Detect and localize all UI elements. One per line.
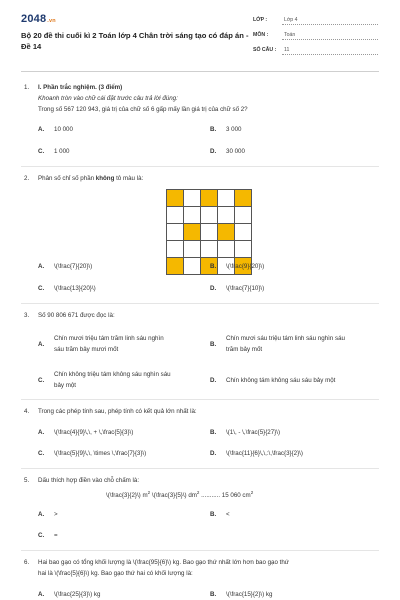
meta-grade: LỚP : Lớp 4 — [253, 15, 378, 25]
question-divider — [21, 468, 379, 469]
grid-cell-empty — [184, 241, 201, 258]
grid-cell-shaded — [167, 258, 184, 275]
option-text: 10 000 — [54, 126, 73, 133]
option-text: = — [54, 532, 58, 539]
option-letter: C. — [38, 148, 45, 155]
option-text: \(\frac{9}{20}\) — [226, 263, 265, 270]
grid-cell-empty — [201, 207, 218, 224]
question-number: 3. — [24, 312, 30, 319]
question-divider — [21, 166, 379, 167]
option-letter: B. — [210, 429, 217, 436]
question-number: 5. — [24, 477, 30, 484]
option-letter: A. — [38, 341, 45, 348]
option-letter: A. — [38, 429, 45, 436]
grid-cell-empty — [235, 241, 252, 258]
section-title: I. Phần trắc nghiệm. (3 điểm) — [38, 84, 123, 91]
question-text: Trong số 567 120 943, giá trị của chữ số 6 gấp mấy lần giá trị của chữ số 2? — [38, 106, 248, 113]
question-divider — [21, 303, 379, 304]
grid-cell-empty — [218, 207, 235, 224]
option-letter: C. — [38, 532, 45, 539]
grid-cell-empty — [167, 241, 184, 258]
option-letter: B. — [210, 511, 217, 518]
grid-cell-empty — [218, 190, 235, 207]
option-text-line1: Chín không tám không sáu sáu bảy một — [226, 377, 336, 384]
question-number: 6. — [24, 559, 30, 566]
header-divider — [21, 71, 379, 72]
option-letter: A. — [38, 126, 45, 133]
question-text: Số 90 806 671 được đọc là: — [38, 312, 115, 319]
option-letter: A. — [38, 591, 45, 598]
option-letter: B. — [210, 341, 217, 348]
option-letter: D. — [210, 285, 217, 292]
option-text: \(\frac{4}{9}\,\, + \,\frac{5}{3}\) — [54, 429, 134, 436]
option-letter: B. — [210, 591, 217, 598]
grid-cell-empty — [235, 207, 252, 224]
question-divider — [21, 550, 379, 551]
option-text: < — [226, 511, 230, 518]
question-text: Dấu thích hợp điền vào chỗ chấm là: — [38, 477, 140, 484]
option-text: \(\frac{7}{20}\) — [54, 263, 93, 270]
option-text-line2: bảy một — [54, 382, 77, 389]
grid-cell-empty — [167, 207, 184, 224]
option-letter: C. — [38, 377, 45, 384]
grid-cell-empty — [201, 241, 218, 258]
option-text: 30 000 — [226, 148, 245, 155]
question-number: 2. — [24, 175, 30, 182]
question-text: Trong các phép tính sau, phép tính có kết quả lớn nhất là: — [38, 408, 197, 415]
option-text: \(\frac{11}{6}\,\,:\,\frac{3}{2}\) — [226, 450, 303, 457]
option-letter: B. — [210, 263, 217, 270]
grid-cell-empty — [184, 258, 201, 275]
option-text-line2: trăm bảy mốt — [226, 346, 263, 353]
option-text: 1 000 — [54, 148, 70, 155]
question-divider — [21, 399, 379, 400]
meta-question-count: SỐ CÂU : 11 — [253, 45, 378, 55]
document-title: Bộ 20 đề thi cuối kì 2 Toán lớp 4 Chân trời sáng tạo có đáp án - Đề 14 — [21, 31, 249, 51]
option-text: > — [54, 511, 58, 518]
question-number: 4. — [24, 408, 30, 415]
grid-cell-shaded — [218, 224, 235, 241]
section-instruction: Khoanh tròn vào chữ cái đặt trước câu trả lời đúng: — [38, 95, 178, 102]
site-logo[interactable]: 2048.vn — [21, 13, 56, 25]
page-header — [0, 0, 400, 70]
meta-subject: MÔN : Toán — [253, 30, 378, 40]
option-text-line1: Chín mươi sáu triệu tám linh sáu nghìn sáu — [226, 335, 345, 342]
option-text: \(\frac{5}{9}\,\, \times \,\frac{7}{3}\) — [54, 450, 147, 457]
grid-cell-shaded — [167, 190, 184, 207]
grid-cell-shaded — [184, 224, 201, 241]
option-letter: A. — [38, 511, 45, 518]
grid-cell-empty — [201, 224, 218, 241]
grid-cell-empty — [235, 224, 252, 241]
option-text: \(1\, - \,\frac{5}{27}\) — [226, 429, 280, 436]
grid-cell-empty — [184, 207, 201, 224]
option-text: \(\frac{13}{20}\) — [54, 285, 96, 292]
option-letter: A. — [38, 263, 45, 270]
grid-cell-shaded — [235, 190, 252, 207]
question-text-line1: Hai bao gạo có tổng khối lượng là \(\frac{95}{6}\) kg. Bao gạo thứ nhất lớn hơn bao gạo thứ — [38, 559, 289, 566]
comparison-expression: \(\frac{3}{2}\) $m^2$ \(\frac{3}{5}\) $dm^2$ ........... 15 060 $cm^2$ — [106, 490, 254, 500]
option-text: 3 000 — [226, 126, 242, 133]
question-text-line2: hai là \(\frac{5}{6}\) kg. Bao gạo thứ hai có khối lượng là: — [38, 570, 193, 577]
question-number: 1. — [24, 84, 30, 91]
option-letter: D. — [210, 450, 217, 457]
option-text-line1: Chín không triệu tám không sáu nghìn sáu — [54, 371, 171, 378]
option-letter: C. — [38, 285, 45, 292]
grid-cell-shaded — [201, 190, 218, 207]
grid-cell-empty — [218, 241, 235, 258]
grid-cell-empty — [184, 190, 201, 207]
option-letter: C. — [38, 450, 45, 457]
option-text: \(\frac{15}{2}\) kg — [226, 591, 273, 598]
grid-cell-empty — [167, 224, 184, 241]
option-text: \(\frac{25}{3}\) kg — [54, 591, 101, 598]
option-letter: D. — [210, 148, 217, 155]
option-text-line2: sáu trăm bảy mươi mốt — [54, 346, 119, 353]
question-text: Phân số chỉ số phần không tô màu là: — [38, 175, 144, 182]
option-text-line1: Chín mươi triệu tám trăm linh sáu nghìn — [54, 335, 164, 342]
option-letter: D. — [210, 377, 217, 384]
option-letter: B. — [210, 126, 217, 133]
option-text: \(\frac{7}{10}\) — [226, 285, 265, 292]
